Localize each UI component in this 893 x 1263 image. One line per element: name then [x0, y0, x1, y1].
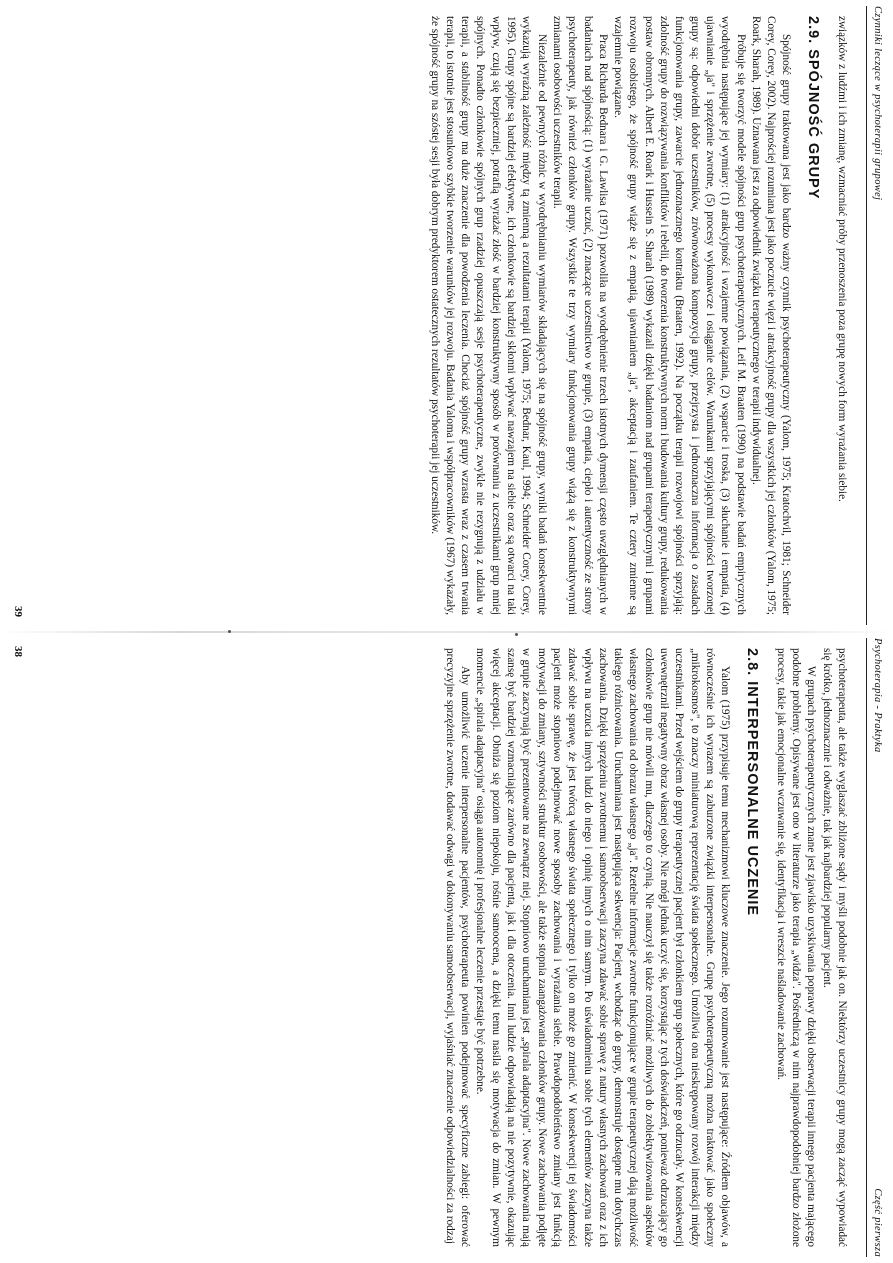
- page-number: 39: [12, 606, 24, 617]
- running-header: [866, 638, 883, 1257]
- paragraph: Praca Richarda Bednara i G. Lawlisa (1971) pozwoliła na wyodrębnienie trzech istotnych dymensji często uwzględnianych w badaniach nad spójnością: (1) wyrażanie uczuć, (2) znaczące uczestnictwo w grupie, (3) empatia, ciepło i autentyczność ze strony psychoterapeuty, jak również członków grupy. Wszystkie te trzy wymiary funkcjonowania grupy wiążą się z konstruktywnymi zmianami osobowości uczestników terapii.: [550, 16, 609, 615]
- paragraph: Yalom (1975) przypisuje temu mechanizmowi kluczowe znaczenie. Jego rozumowanie jest następujące: Źródłem objawów, a równocześnie ich wyrazem są zaburzone związki interpersonalne. Grupę psychoterapeutyczną można traktować jako społeczny „mikrokosmos", to znaczy miniaturową reprezentację świata społecznego. Umożliwia ona nieskrępowany rozwój interakcji między uczestnikami. Przed wejściem do grupy terapeutycznej pacjent był członkiem grup społecznych, które go odrzucały. W konsekwencji uwewnętrznił negatywny obraz własnej osoby. Nie mógł jednak uczyć się, korzystając z tych doświadczeń, ponieważ odrzucający go członkowie grup nie mówili mu, dlaczego to czynią. Nie nauczył się także rozróżniać możliwych do zobiektywizowania aspektów własnego zachowania od obrazu własnego „ja". Rzetelne informacje zwrotne funkcjonujące w grupie terapeutycznej dają możliwość takiego różnicowania. Uruchamiana jest następująca sekwencja: Pacjent, wchodząc do grupy, demonstruje dostępne mu dotychczas zachowania. Dzięki sprzężeniu zwrotnemu i samoobserwacji zaczyna zdawać sobie sprawę z natury własnych zachowań oraz z ich wpływu na uczucia innych ludzi do niego i opinię innych o nim samym. Po uświadomieniu sobie tych elementów zaczyna także zdawać sobie sprawę, że jest twórcą własnego świata społecznego i tylko on może go zmienić. W konsekwencji tej świadomości pacjent może stopniowo podejmować nowe sposoby zachowania i wyrażania siebie. Prawdopodobieństwo zmiany jest funkcją motywacji do zmiany, sztywności struktur osobowości, ale także stopnia zaangażowania członków grupy. Nowe zachowania podjęte w grupie zaczynają być prezentowane na zewnątrz niej. Stopniowo uruchamiana jest „spirala adaptacyjna". Nowe zachowania mają szansę być bardziej wzmacniające zarówno dla pacjenta, jak i dla otoczenia. Inni ludzie odpowiadają na nie pozytywnie, okazując więcej akceptacji. Obniża się poziom niepokoju, rośnie samoocena, a dzięki temu nasila się motywacja do zmian. W pewnym momencie „spirala adaptacyjna" osiąga autonomię i profesjonalne leczenie przestaje być potrzebne.: [474, 648, 732, 1247]
- body-text: [46, 16, 849, 615]
- body-text: [46, 648, 849, 1247]
- running-header: [866, 6, 883, 625]
- page-38: [0, 632, 893, 1263]
- section-heading: 2.9. SPÓJNOŚĆ GRUPY: [804, 16, 821, 200]
- header-left: Psychoterapia - Praktyka: [872, 638, 883, 753]
- paragraph: Aby umożliwić uczenie interpersonalne pacjentów, psychoterapeuta powinien podejmować specyficzne zabiegi: oferować precyzyjne sprzężenie zwrotne, dodawać odwagi w dokonywaniu samoobserwacji, wyjaśniać znaczenie odpowiedzialności za rodzaj: [443, 648, 472, 1247]
- header-left: Czynniki leczące w psychoterapii grupowej: [872, 6, 883, 201]
- paragraph: psychoterapeuta, ale także wyglaszać zbliżone sądy i myśli podobnie jak on. Niektórzy uczestnicy grupy mogą zacząć wypowiadać się krótko, jednoznacznie i odważnie, tak jak najbardziej popularny pacjent.: [820, 648, 848, 1247]
- page-39: [0, 0, 893, 631]
- section-heading: 2.8. INTERPERSONALNE UCZENIE: [743, 648, 760, 917]
- paragraph: Próbuje się tworzyć modele spójności grup psychoterapeutycznych. Leif M. Braaten (1990) na podstawie badań empirycznych wyodrębnia następujące jej wymiary: (1) atrakcyjność i wzajemne powiązania, (2) wsparcie i troska, (3) słuchanie i empatia, (4) ujawnianie „ja" i sprzężenie zwrotne, (5) procesy wykonawcze i osiąganie celów. Warunkami sprzyjającymi spójności tworzonej grupy są: odpowiedni dobór uczestników, zrównoważona kompozycja grupy, przejrzysta i jednoznaczna informacja o zasadach funkcjonowania grupy, zawarcie jednoznacznego kontraktu (Braaten, 1992). Na początku terapii rozwojowi spójności sprzyjają: zdolność grupy do rozwiązywania konfliktów i rebelii, do tworzenia konstruktywnych norm i budowania kultury grupy, redukowania postaw obronnych. Albert E. Roark i Hussein S. Sharah (1989) wykazali dzięki badaniom nad grupami terapeutycznymi i grupami rozwoju osobistego, że spójność grupy wiąże się z empatią, ujawnianiem „ja", akceptacją i zaufaniem. Te cztery zmienne są wzajemnie powiązane.: [612, 16, 747, 615]
- page-number: 38: [12, 646, 24, 657]
- paragraph: Niezależnie od pewnych różnic w wyodrębnianiu wymiarów składających się na spójność grupy, wyniki badań konsekwentnie wykazują wyraźną zależność między tą zmienną a rezultatami terapii (Yalom, 1975; Bednar, Kaul, 1994; Schneider Corey, Corey, 1995). Grupy spójne są bardziej efektywne, ich członkowie są bardziej skłonni wpływać nawzajem na siebie oraz są otwarci na taki wpływ, czują się bezpieczniej, potrafią wyrażać złość w bardziej konstruktywny sposób w porównaniu z uczestnikami grup mniej spójnych. Ponadto członkowie spójnych grup rzadziej opuszczają sesje psychoterapeutyczne, zwykle nie rezygnują z udziału w terapii, a stabilność grupy ma duże znaczenie dla powodzenia leczenia. Chociaż spójność grupy wzrasta wraz z czasem trwania terapii, to istotnie jest stosunkowo szybkie tworzenie warunków jej rozwoju. Badania Yaloma i współpracowników (1967) wykazały, że spójność grupy na szóstej sesji była dobrym predyktorem ostatecznych rezultatów psychoterapii jej uczestników.: [428, 16, 548, 615]
- paragraph: Spójność grupy traktowana jest jako bardzo ważny czynnik psychoterapeutyczny (Yalom, 1975; Kratochvil, 1981; Schneider Corey, Corey, 2002). Najprościej rozumiana jest jako poczucie więzi i atrakcyjność grupy dla wszystkich jej członków (Yalom, 1975; Roark, Sharah, 1989). Uznawana jest za odpowiednik związku terapeutycznego w terapii indywidualnej.: [749, 16, 793, 615]
- header-right: Część pierwsza: [872, 1188, 883, 1257]
- paragraph: W grupach psychoterapeutycznych znane jest zjawisko uzyskiwania poprawy dzięki obserwacji terapii innego pacjenta mającego podobne problemy. Opisywane jest ono w literaturze jako terapia „widza". Pośredniczą w nim najprawdopodobniej bardzo złożone procesy, takie jak emocjonalne wczuwanie się, identyfikacja i wreszcie naśladowanie zachowań.: [774, 648, 818, 1247]
- paragraph: związków z ludźmi i ich zmianę, wzmacniać próby przenoszenia poza grupę nowych form wyrażania siebie.: [836, 16, 848, 502]
